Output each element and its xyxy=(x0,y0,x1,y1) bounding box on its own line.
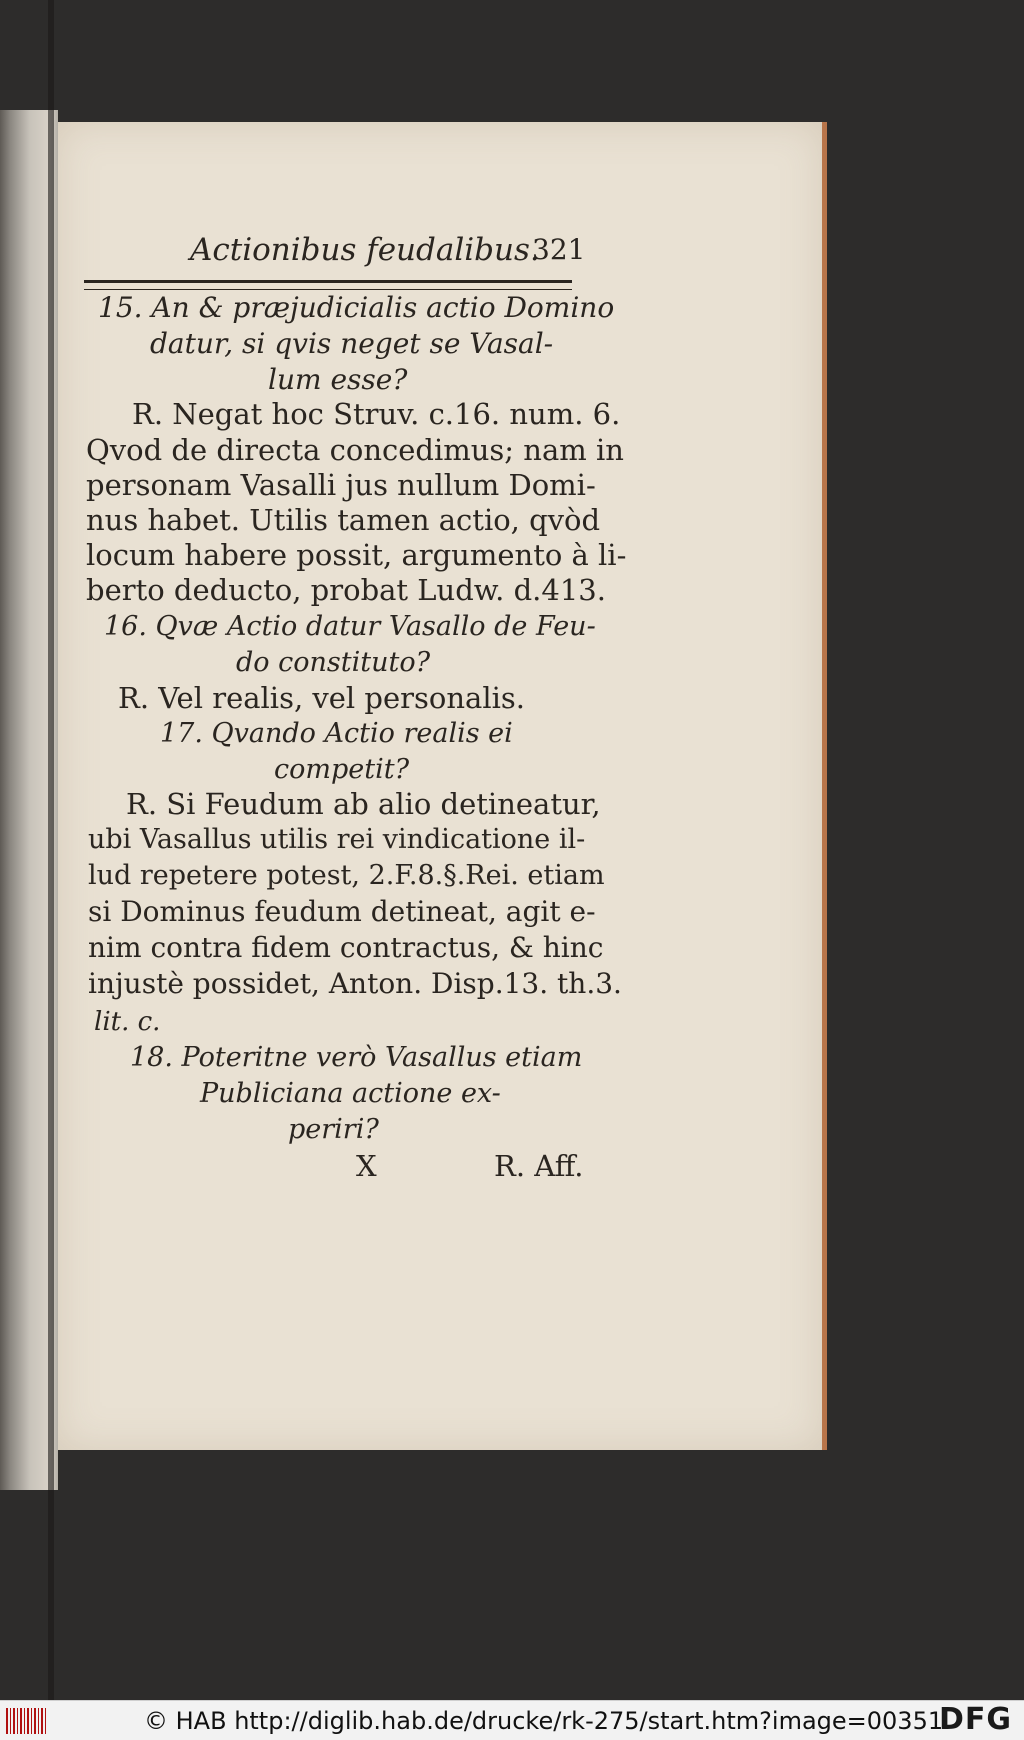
text-line: lit. c. xyxy=(94,1007,161,1037)
text-line: nim contra fidem contractus, & hinc xyxy=(88,931,604,964)
barcode-icon xyxy=(6,1708,46,1734)
text-line: R. Si Feudum ab alio detineatur, xyxy=(126,787,601,821)
text-line: lud repetere potest, 2.F.8.§.Rei. etiam xyxy=(88,860,605,891)
text-line: do constituto? xyxy=(236,647,431,678)
signature-mark: X xyxy=(356,1149,377,1183)
text-line: 15. An & præjudicialis actio Domino xyxy=(98,291,615,324)
text-line: R. Vel realis, vel personalis. xyxy=(118,681,525,715)
header-rule xyxy=(84,280,572,290)
text-line: 17. Qvando Actio realis ei xyxy=(160,718,513,749)
text-line: 18. Poteritne verò Vasallus etiam xyxy=(130,1042,583,1073)
text-line: personam Vasalli jus nullum Domi- xyxy=(86,468,596,502)
text-line: 16. Qvæ Actio datur Vasallo de Feu- xyxy=(104,611,596,642)
dfg-logo: DFG xyxy=(938,1702,1012,1737)
copyright-link[interactable]: © HAB http://diglib.hab.de/drucke/rk-275/start.htm?image=00351 xyxy=(144,1707,944,1735)
text-line: berto deducto, probat Ludw. d.413. xyxy=(86,573,606,607)
text-line: Publiciana actione ex- xyxy=(200,1078,501,1109)
text-line: injustè possidet, Anton. Disp.13. th.3. xyxy=(88,967,622,1000)
text-line: Qvod de directa concedimus; nam in xyxy=(86,433,624,467)
gutter-shadow xyxy=(48,0,54,1700)
text-line: datur, si qvis neget se Vasal- xyxy=(150,327,554,360)
catchword: R. Aff. xyxy=(494,1149,584,1183)
text-line: R. Negat hoc Struv. c.16. num. 6. xyxy=(132,397,621,431)
footer-bar xyxy=(0,1700,1024,1740)
text-line: locum habere possit, argumento à li- xyxy=(86,538,627,572)
page-number: 321 xyxy=(532,233,586,266)
running-head: Actionibus feudalibus. xyxy=(190,232,540,268)
text-line: nus habet. Utilis tamen actio, qvòd xyxy=(86,503,601,537)
text-line: periri? xyxy=(288,1114,379,1145)
text-line: si Dominus feudum detineat, agit e- xyxy=(88,895,596,928)
text-line: competit? xyxy=(274,754,410,785)
text-line: ubi Vasallus utilis rei vindicatione il- xyxy=(88,824,586,855)
text-line: lum esse? xyxy=(268,363,408,396)
